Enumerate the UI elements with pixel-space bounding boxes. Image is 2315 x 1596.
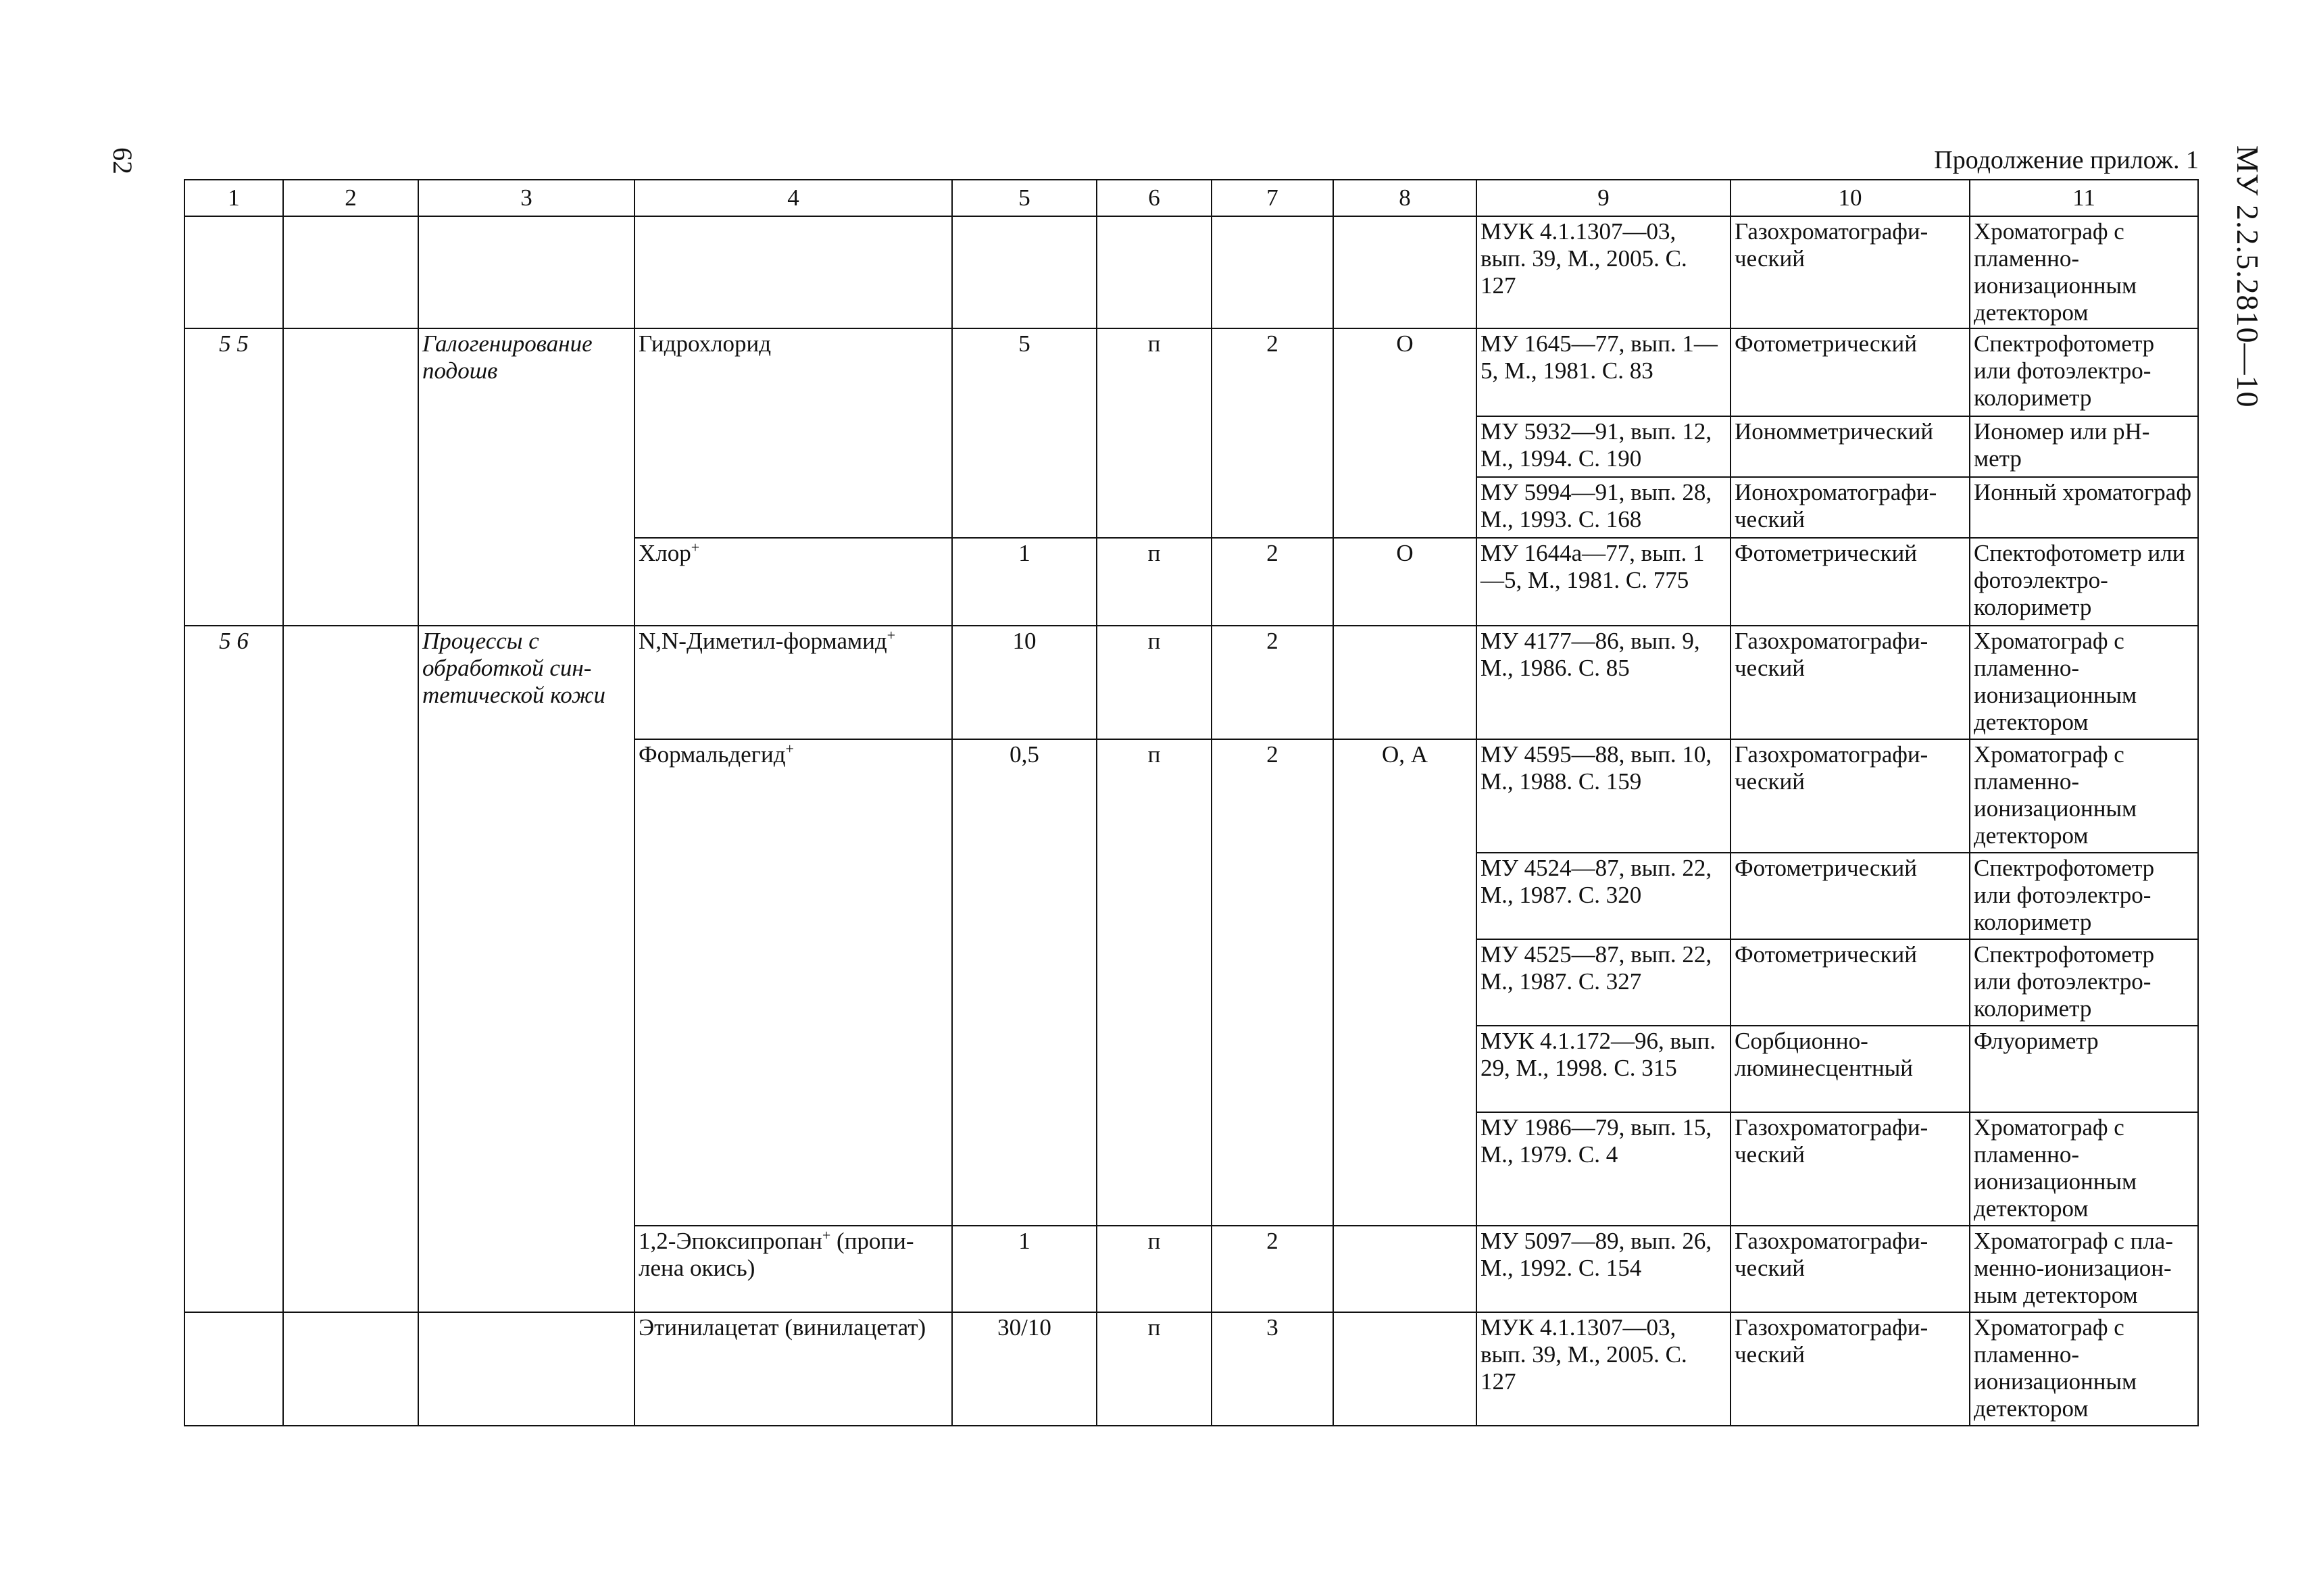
hazard-class-cell: 3 — [1212, 1312, 1333, 1426]
substance-cell: 1,2-Эпоксипропан+ (пропи-лена окись) — [634, 1226, 952, 1312]
method-doc-cell: МУК 4.1.1307—03, вып. 39, М., 2005. С. 127 — [1476, 1312, 1731, 1426]
effect-cell: О — [1333, 538, 1476, 626]
method-doc-cell: МУ 1644а—77, вып. 1—5, М., 1981. С. 775 — [1476, 538, 1731, 626]
instrument-cell: Спектрофотометр или фотоэлектро-колориметр — [1970, 328, 2198, 416]
limit-cell: 5 — [952, 328, 1097, 538]
method-type-cell: Фотометрический — [1731, 853, 1970, 939]
cell — [283, 216, 418, 328]
method-type-cell: Газохроматографи-ческий — [1731, 216, 1970, 328]
header-row — [184, 180, 2198, 216]
col-header-5: 5 — [952, 180, 1097, 216]
cell — [283, 626, 418, 1312]
method-type-cell: Сорбционно-люминесцентный — [1731, 1026, 1970, 1112]
document-code: МУ 2.2.5.2810—10 — [2231, 145, 2265, 408]
instrument-cell: Хроматограф с пламенно-ионизационным детектором — [1970, 216, 2198, 328]
cell — [1212, 216, 1333, 328]
item-number-cell: 5 6 — [184, 626, 283, 1312]
process-cell: Галогенирование подошв — [418, 328, 634, 626]
substance-cell: Гидрохлорид — [634, 328, 952, 538]
state-cell: п — [1097, 1226, 1212, 1312]
method-doc-cell: МУК 4.1.1307—03, вып. 39, М., 2005. С. 127 — [1476, 216, 1731, 328]
appendix-table — [184, 179, 2199, 1426]
table-row — [184, 1312, 2198, 1426]
substance-cell: N,N-Диметил-формамид+ — [634, 626, 952, 739]
cell — [634, 216, 952, 328]
limit-cell: 0,5 — [952, 739, 1097, 1226]
method-doc-cell: МУ 5097—89, вып. 26, М., 1992. С. 154 — [1476, 1226, 1731, 1312]
state-cell: п — [1097, 1312, 1212, 1426]
limit-cell: 10 — [952, 626, 1097, 739]
limit-cell: 1 — [952, 1226, 1097, 1312]
table-row — [184, 216, 2198, 328]
instrument-cell: Ионный хроматограф — [1970, 477, 2198, 538]
limit-cell: 30/10 — [952, 1312, 1097, 1426]
instrument-cell: Хроматограф с пламенно-ионизационным детектором — [1970, 739, 2198, 853]
hazard-class-cell: 2 — [1212, 739, 1333, 1226]
method-doc-cell: МУ 4595—88, вып. 10, М., 1988. С. 159 — [1476, 739, 1731, 853]
cell — [184, 1312, 283, 1426]
instrument-cell: Хроматограф с пламенно-ионизационным детектором — [1970, 626, 2198, 739]
cell — [1097, 216, 1212, 328]
cell — [283, 1312, 418, 1426]
table-row — [184, 626, 2198, 739]
state-cell: п — [1097, 739, 1212, 1226]
method-doc-cell: МУ 5932—91, вып. 12, М., 1994. С. 190 — [1476, 416, 1731, 477]
page-number: 62 — [107, 147, 138, 174]
hazard-class-cell: 2 — [1212, 1226, 1333, 1312]
method-doc-cell: МУ 5994—91, вып. 28, М., 1993. С. 168 — [1476, 477, 1731, 538]
effect-cell — [1333, 1312, 1476, 1426]
method-doc-cell: МУ 1645—77, вып. 1—5, М., 1981. С. 83 — [1476, 328, 1731, 416]
col-header-9: 9 — [1476, 180, 1731, 216]
col-header-1: 1 — [184, 180, 283, 216]
instrument-cell: Иономер или pH-метр — [1970, 416, 2198, 477]
effect-cell: О — [1333, 328, 1476, 538]
method-doc-cell: МУ 4177—86, вып. 9, М., 1986. С. 85 — [1476, 626, 1731, 739]
method-doc-cell: МУ 1986—79, вып. 15, М., 1979. С. 4 — [1476, 1112, 1731, 1226]
state-cell: п — [1097, 626, 1212, 739]
method-type-cell: Газохроматографи-ческий — [1731, 1312, 1970, 1426]
col-header-6: 6 — [1097, 180, 1212, 216]
instrument-cell: Хроматограф с пла-менно-ионизацион-ным детектором — [1970, 1226, 2198, 1312]
cell — [952, 216, 1097, 328]
effect-cell: О, А — [1333, 739, 1476, 1226]
col-header-4: 4 — [634, 180, 952, 216]
cell — [1333, 216, 1476, 328]
method-type-cell: Фотометрический — [1731, 538, 1970, 626]
instrument-cell: Спектрофотометр или фотоэлектро-колориметр — [1970, 939, 2198, 1026]
method-type-cell: Фотометрический — [1731, 939, 1970, 1026]
cell — [184, 216, 283, 328]
hazard-class-cell: 2 — [1212, 626, 1333, 739]
col-header-10: 10 — [1731, 180, 1970, 216]
instrument-cell: Хроматограф с пламенно-ионизационным детектором — [1970, 1112, 2198, 1226]
state-cell: п — [1097, 328, 1212, 538]
method-type-cell: Газохроматографи-ческий — [1731, 626, 1970, 739]
continuation-label: Продолжение прилож. 1 — [1934, 146, 2199, 174]
method-doc-cell: МУК 4.1.172—96, вып. 29, М., 1998. С. 315 — [1476, 1026, 1731, 1112]
instrument-cell: Флуориметр — [1970, 1026, 2198, 1112]
item-number-cell: 5 5 — [184, 328, 283, 626]
state-cell: п — [1097, 538, 1212, 626]
col-header-11: 11 — [1970, 180, 2198, 216]
instrument-cell: Спектрофотометр или фотоэлектро-колориметр — [1970, 853, 2198, 939]
col-header-7: 7 — [1212, 180, 1333, 216]
hazard-class-cell: 2 — [1212, 538, 1333, 626]
method-doc-cell: МУ 4524—87, вып. 22, М., 1987. С. 320 — [1476, 853, 1731, 939]
substance-cell: Хлор+ — [634, 538, 952, 626]
limit-cell: 1 — [952, 538, 1097, 626]
col-header-8: 8 — [1333, 180, 1476, 216]
method-type-cell: Газохроматографи-ческий — [1731, 1112, 1970, 1226]
effect-cell — [1333, 626, 1476, 739]
col-header-3: 3 — [418, 180, 634, 216]
instrument-cell: Спектофотометр или фотоэлектро-колориметр — [1970, 538, 2198, 626]
substance-cell: Формальдегид+ — [634, 739, 952, 1226]
method-type-cell: Ионохроматографи-ческий — [1731, 477, 1970, 538]
method-doc-cell: МУ 4525—87, вып. 22, М., 1987. С. 327 — [1476, 939, 1731, 1026]
process-cell: Процессы с обработкой син-тетической кожи — [418, 626, 634, 1312]
hazard-class-cell: 2 — [1212, 328, 1333, 538]
col-header-2: 2 — [283, 180, 418, 216]
method-type-cell: Фотометрический — [1731, 328, 1970, 416]
instrument-cell: Хроматограф с пламенно-ионизационным детектором — [1970, 1312, 2198, 1426]
cell — [418, 216, 634, 328]
method-type-cell: Иономметрический — [1731, 416, 1970, 477]
table-row — [184, 328, 2198, 416]
method-type-cell: Газохроматографи-ческий — [1731, 1226, 1970, 1312]
cell — [283, 328, 418, 626]
cell — [418, 1312, 634, 1426]
effect-cell — [1333, 1226, 1476, 1312]
substance-cell: Этинилацетат (винилацетат) — [634, 1312, 952, 1426]
method-type-cell: Газохроматографи-ческий — [1731, 739, 1970, 853]
